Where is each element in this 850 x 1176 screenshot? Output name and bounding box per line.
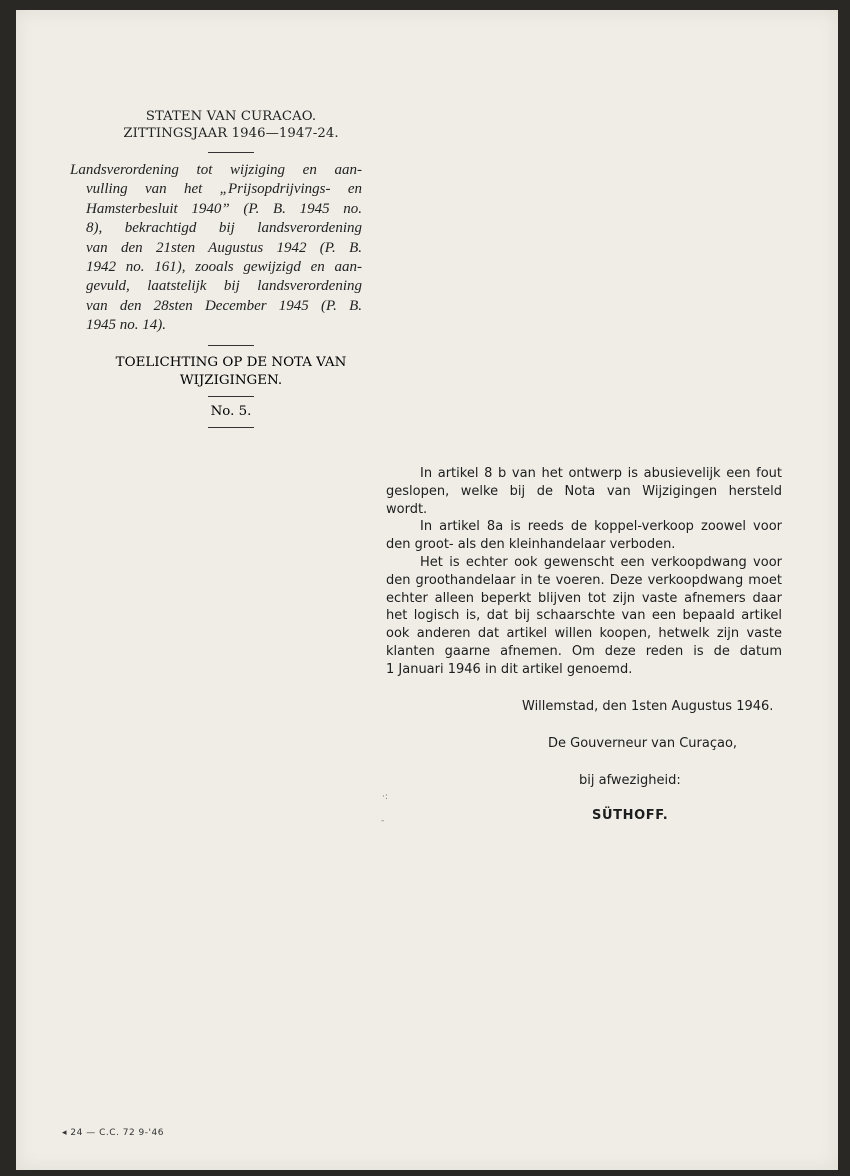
subject-line: gevuld, laatstelijk bij landsverordening <box>86 278 362 295</box>
left-column <box>70 108 376 435</box>
divider <box>208 396 254 397</box>
section-number: No. 5. <box>210 403 252 419</box>
title-line-1: STATEN VAN CURACAO. <box>145 109 317 124</box>
place-date: Willemstad, den 1sten Augustus 1946. <box>522 699 774 714</box>
body-line: klanten gaarne afnemen. Om deze reden is de datum <box>386 643 782 659</box>
body-line: den groot- als den kleinhandelaar verboden. <box>386 537 676 553</box>
subject-line: Hamsterbesluit 1940” (P. B. 1945 no. <box>86 200 362 217</box>
paragraph-2 <box>386 518 782 554</box>
subject-line: 1945 no. 14). <box>86 317 166 334</box>
body-line: den groothandelaar in te voeren. Deze verkoopdwang moet <box>386 572 782 588</box>
section-title-line-2: WIJZIGINGEN. <box>179 372 283 388</box>
divider <box>208 345 254 346</box>
subject-line: vulling van het „Prijsopdrijvings- en <box>86 181 362 198</box>
divider <box>208 427 254 428</box>
print-code <box>62 1128 164 1138</box>
section-title-line-1: TOELICHTING OP DE NOTA VAN <box>115 354 347 370</box>
signature: SÜTHOFF. <box>592 808 669 823</box>
body-line: geslopen, welke bij de Nota van Wijzigingen hersteld <box>386 483 782 499</box>
body-line: Het is echter ook gewenscht een verkoopdwang voor <box>420 554 782 570</box>
body-line: echter alleen beperkt blijven tot zijn vaste afnemers daar <box>386 590 782 606</box>
absence-line: bij afwezigheid: <box>579 773 681 788</box>
margin-mark: - <box>381 816 385 826</box>
document-page <box>16 10 838 1170</box>
paragraph-1 <box>386 465 782 518</box>
title-line-2: ZITTINGSJAAR 1946—1947-24. <box>123 126 339 141</box>
body-text <box>386 465 782 679</box>
body-line: In artikel 8a is reeds de koppel-verkoop zoowel voor <box>420 519 782 535</box>
subject-line: van den 28sten December 1945 (P. B. <box>86 297 362 314</box>
flag-mark: ◂ <box>62 1128 71 1138</box>
margin-mark: ·: <box>382 792 388 802</box>
body-line: wordt. <box>386 501 428 517</box>
subject-line: 1942 no. 161), zooals gewijzigd en aan- <box>86 259 362 276</box>
paragraph-3 <box>386 554 782 679</box>
body-line: In artikel 8 b van het ontwerp is abusievelijk een fout <box>420 466 782 481</box>
subject-text <box>70 161 362 336</box>
print-code-text: 24 — C.C. 72 9-'46 <box>70 1128 164 1138</box>
subject-line: van den 21sten Augustus 1942 (P. B. <box>86 239 362 256</box>
subject-line: Landsverordening tot wijziging en aan- <box>70 162 362 178</box>
governor-line: De Gouverneur van Curaçao, <box>548 736 738 751</box>
subject-line: 8), bekrachtigd bij landsverordening <box>86 220 362 237</box>
body-line: 1 Januari 1946 in dit artikel genoemd. <box>386 661 633 677</box>
divider <box>208 152 254 153</box>
body-line: ook anderen dat artikel willen koopen, hetwelk zijn vaste <box>386 626 782 642</box>
body-line: het logisch is, dat bij schaarschte van een bepaald artikel <box>386 608 782 624</box>
